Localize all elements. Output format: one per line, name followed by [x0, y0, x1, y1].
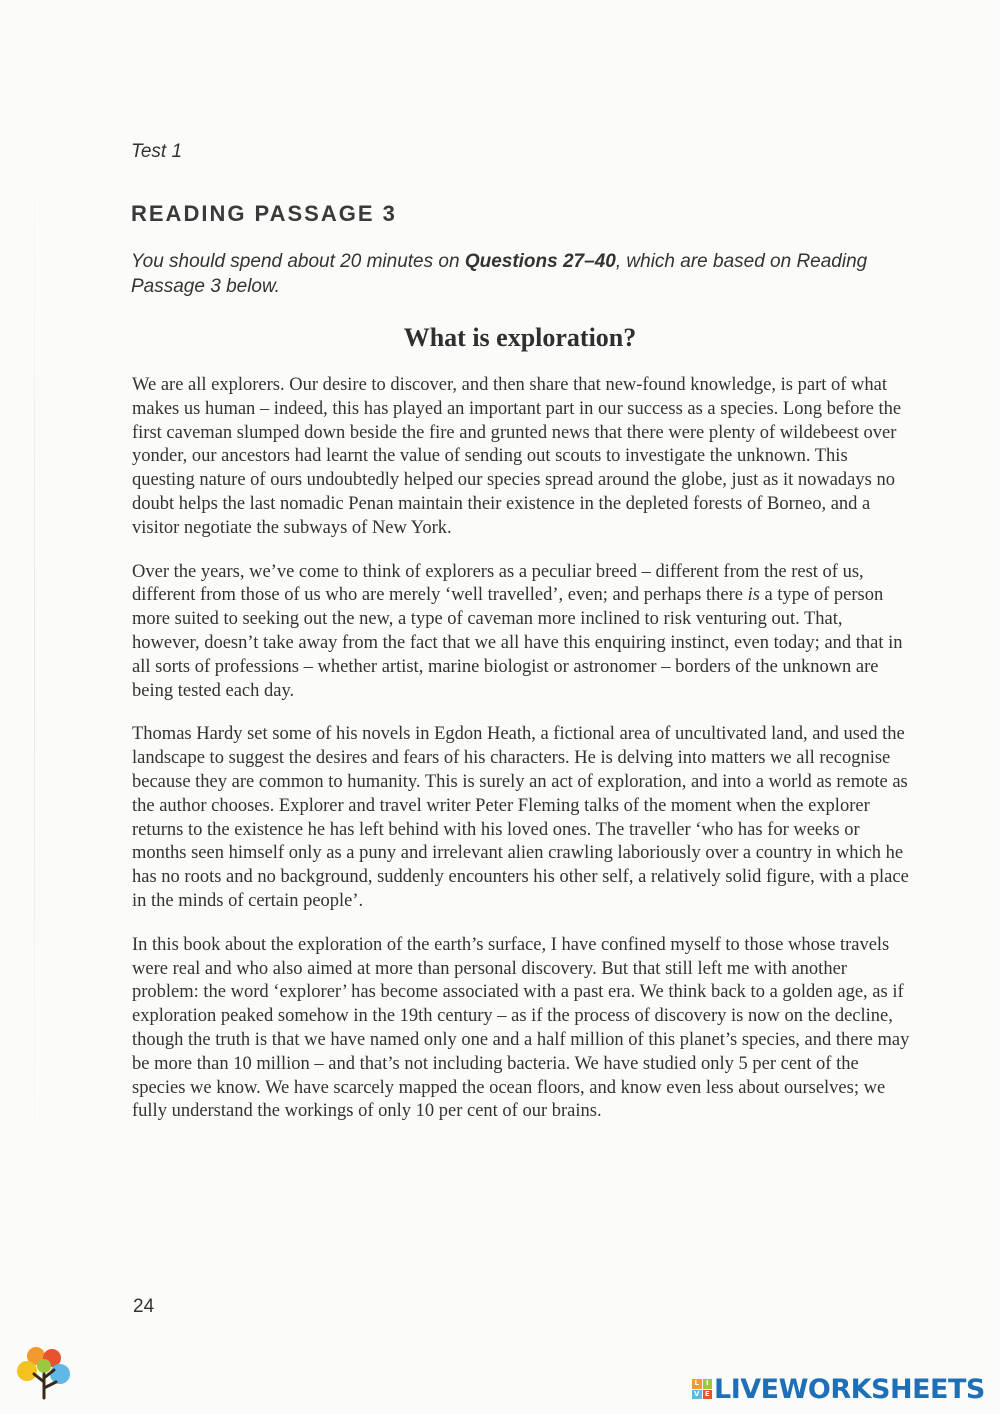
- instruction-text: [131, 249, 921, 299]
- paragraph-2-after: a type of person more suited to seeking out the new, a type of caveman more inclined to risk venturing out. That, however, doesn’t take away from the fact that we all have this enquiring instinct, even today; and that in all sorts of professions – whether artist, marine biologist or astronomer – borders of the unknown are being tested each day.: [132, 585, 903, 701]
- brand-badge-letter: L: [692, 1379, 702, 1389]
- page-number: 24: [133, 1296, 155, 1317]
- page-edge-shadow: [34, 100, 35, 1220]
- paragraph-1: We are all explorers. Our desire to discover, and then share that new-found knowledge, is part of what makes us human – indeed, this has played an important part in our success as a species. Long before the first caveman slumped down beside the fire and grunted news that there were plenty of wildebeest over yonder, our ancestors had learnt the value of sending out scouts to investigate the unknown. This questing nature of ours undoubtedly helped our species spread around the globe, just as it nowadays no doubt helps the last nomadic Penan maintain their existence in the depleted forests of Borneo, and a visitor negotiate the subways of New York.: [132, 375, 902, 538]
- paragraph-2-before: Over the years, we’ve come to think of explorers as a peculiar breed – different from the rest of us, different from those of us who are merely ‘well travelled’, even; and perhaps there: [132, 561, 864, 606]
- tree-logo-icon: [14, 1344, 74, 1400]
- passage-body: [132, 374, 914, 1144]
- test-label: Test 1: [131, 141, 183, 162]
- instruction-prefix: You should spend about 20 minutes on: [131, 251, 465, 272]
- brand-name: LIVEWORKSHEETS: [714, 1373, 985, 1405]
- brand-badge-letter: V: [692, 1390, 702, 1400]
- section-heading: READING PASSAGE 3: [131, 201, 397, 226]
- instruction-questions: Questions 27–40: [464, 251, 616, 272]
- brand-badge-letter: E: [703, 1390, 713, 1400]
- passage-title: What is exploration?: [403, 323, 637, 352]
- instruction-suffix: , which are based on Reading Passage 3 below.: [131, 251, 868, 297]
- paragraph-2-emphasis: is: [747, 585, 760, 606]
- brand-badge-icon: [692, 1379, 712, 1399]
- liveworksheets-brand[interactable]: [692, 1372, 985, 1406]
- brand-badge-letter: I: [703, 1379, 713, 1389]
- paragraph-3: Thomas Hardy set some of his novels in Egdon Heath, a fictional area of uncultivated land, and used the landscape to suggest the desires and fears of his characters. He is delving into matters we all recognise because they are common to humanity. This is surely an act of exploration, and into a world as remote as the author chooses. Explorer and travel writer Peter Fleming talks of the moment when the explorer returns to the existence he has left behind with his loved ones. The traveller ‘who has for weeks or months seen himself only as a puny and irrelevant alien crawling laboriously over a country in which he has no roots and no background, suddenly encounters his other self, a relatively solid figure, with a place in the minds of certain people’.: [132, 724, 909, 911]
- paragraph-2: [132, 561, 914, 704]
- paragraph-4: In this book about the exploration of the earth’s surface, I have confined myself to those whose travels were real and who also aimed at more than personal discovery. But that still left me with another problem: the word ‘explorer’ has become associated with a past era. We think back to a golden age, as if exploration peaked somehow in the 19th century – as if the process of discovery is now on the decline, though the truth is that we have named only one and a half million of this planet’s species, and there may be more than 10 million – and that’s not including bacteria. We have studied only 5 per cent of the species we know. We have scarcely mapped the ocean floors, and know even less about ourselves; we fully understand the workings of only 10 per cent of our brains.: [132, 934, 910, 1122]
